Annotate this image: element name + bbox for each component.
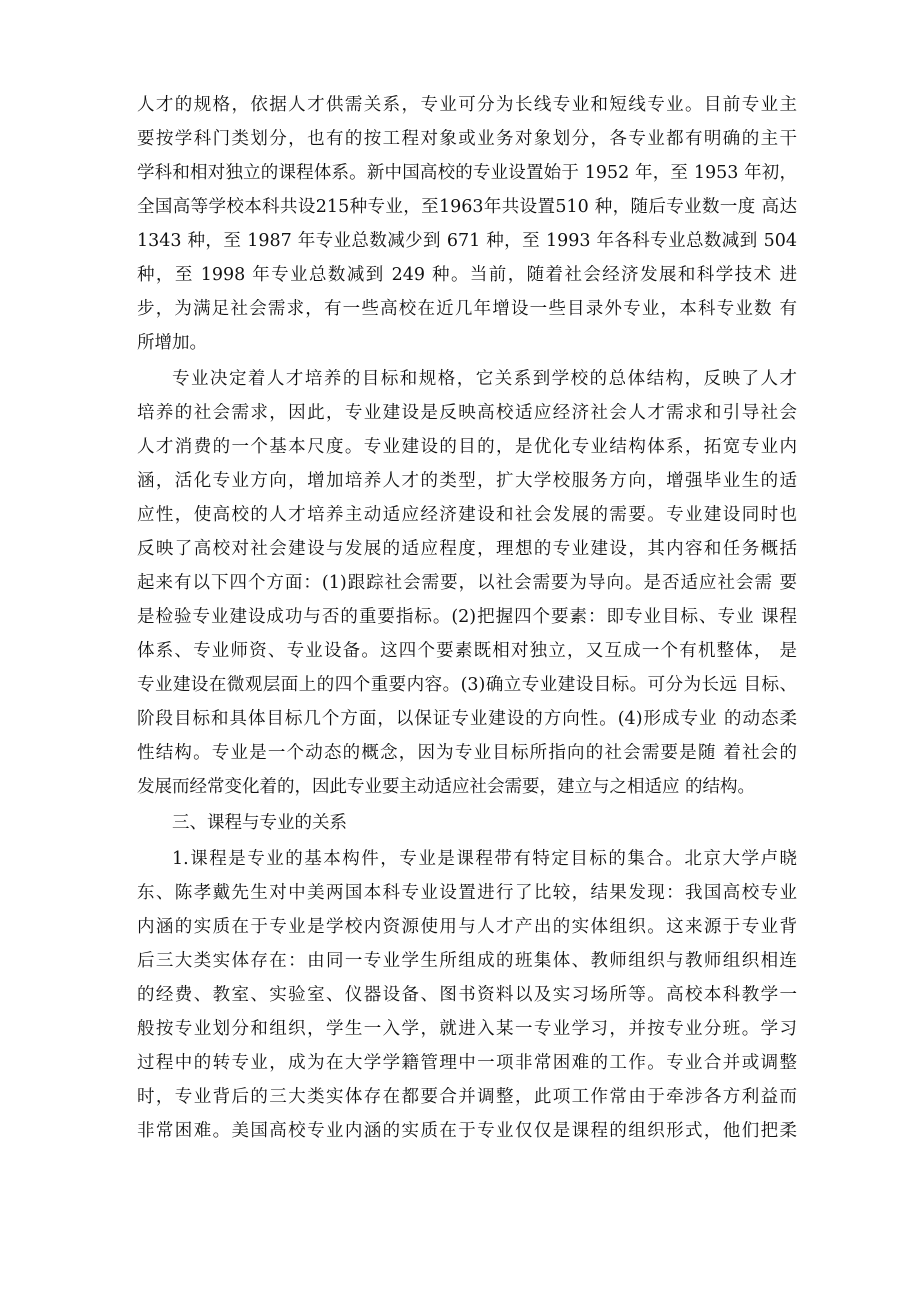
paragraph-first-line: 专业决定着人才培养的目标和规格，它关系到学校的总体结构，反映了人才 bbox=[172, 369, 797, 389]
text-line: 反映了高校对社会建设与发展的适应程度，理想的专业建设，其内容和任务概括 bbox=[137, 539, 797, 559]
text-line: 发展而经常变化着的，因此专业要主动适应社会需要，建立与之相适应 的结构。 bbox=[137, 777, 756, 797]
text-line: 1343 种，至 1987 年专业总数减少到 671 种，至 1993 年各科专业总数减到 504 bbox=[137, 231, 797, 251]
text-line: 全国高等学校本科共设215种专业，至1963年共设置510 种，随后专业数一度 高达 bbox=[137, 197, 797, 217]
text-line: 的经费、教室、实验室、仪器设备、图书资料以及实习场所等。高校本科教学一 bbox=[137, 985, 797, 1005]
text-line: 过程中的转专业，成为在大学学籍管理中一项非常困难的工作。专业合并或调整 bbox=[137, 1053, 797, 1073]
text-line: 内涵的实质在于专业是学校内资源使用与人才产出的实体组织。这来源于专业背 bbox=[137, 917, 797, 937]
text-line: 性结构。专业是一个动态的概念，因为专业目标所指向的社会需要是随 着社会的 bbox=[137, 743, 797, 763]
text-line: 起来有以下四个方面：(1)跟踪社会需要，以社会需要为导向。是否适应社会需 要 bbox=[137, 573, 797, 593]
text-line: 人才的规格，依据人才供需关系，专业可分为长线专业和短线专业。目前专业主 bbox=[137, 95, 797, 115]
text-line: 所增加。 bbox=[137, 333, 207, 353]
text-line: 般按专业划分和组织，学生一入学，就进入某一专业学习，并按专业分班。学习 bbox=[137, 1019, 797, 1039]
text-line: 步，为满足社会需求，有一些高校在近几年增设一些目录外专业，本科专业数 有 bbox=[137, 299, 797, 319]
text-line: 人才消费的一个基本尺度。专业建设的目的，是优化专业结构体系，拓宽专业内 bbox=[137, 437, 797, 457]
text-line: 东、陈孝戴先生对中美两国本科专业设置进行了比较，结果发现：我国高校专业 bbox=[137, 883, 797, 903]
paragraph-first-line: 1.课程是专业的基本构件，专业是课程带有特定目标的集合。北京大学卢晓 bbox=[172, 849, 797, 869]
text-line: 后三大类实体存在：由同一专业学生所组成的班集体、教师组织与教师组织相连 bbox=[137, 951, 797, 971]
text-line: 阶段目标和具体目标几个方面，以保证专业建设的方向性。(4)形成专业 的动态柔 bbox=[137, 709, 797, 729]
text-line: 学科和相对独立的课程体系。新中国高校的专业设置始于 1952 年，至 1953 年初， bbox=[137, 163, 797, 183]
text-line: 培养的社会需求，因此，专业建设是反映高校适应经济社会人才需求和引导社会 bbox=[137, 403, 797, 423]
text-line: 非常困难。美国高校专业内涵的实质在于专业仅仅是课程的组织形式，他们把柔 bbox=[137, 1121, 797, 1141]
text-line: 涵，活化专业方向，增加培养人才的类型，扩大学校服务方向，增强毕业生的适 bbox=[137, 471, 797, 491]
text-line: 专业建设在微观层面上的四个重要内容。(3)确立专业建设目标。可分为长远 目标、 bbox=[137, 675, 797, 695]
text-line: 是检验专业建设成功与否的重要指标。(2)把握四个要素：即专业目标、专业 课程 bbox=[137, 607, 797, 627]
section-heading: 三、课程与专业的关系 bbox=[172, 813, 347, 833]
text-line: 要按学科门类划分，也有的按工程对象或业务对象划分，各专业都有明确的主干 bbox=[137, 129, 797, 149]
text-line: 体系、专业师资、专业设备。这四个要素既相对独立，又互成一个有机整体， 是 bbox=[137, 641, 797, 661]
text-line: 时，专业背后的三大类实体存在都要合并调整，此项工作常由于牵涉各方利益而 bbox=[137, 1087, 797, 1107]
text-line: 种，至 1998 年专业总数减到 249 种。当前，随着社会经济发展和科学技术 进 bbox=[137, 265, 797, 285]
text-line: 应性，使高校的人才培养主动适应经济建设和社会发展的需要。专业建设同时也 bbox=[137, 505, 797, 525]
